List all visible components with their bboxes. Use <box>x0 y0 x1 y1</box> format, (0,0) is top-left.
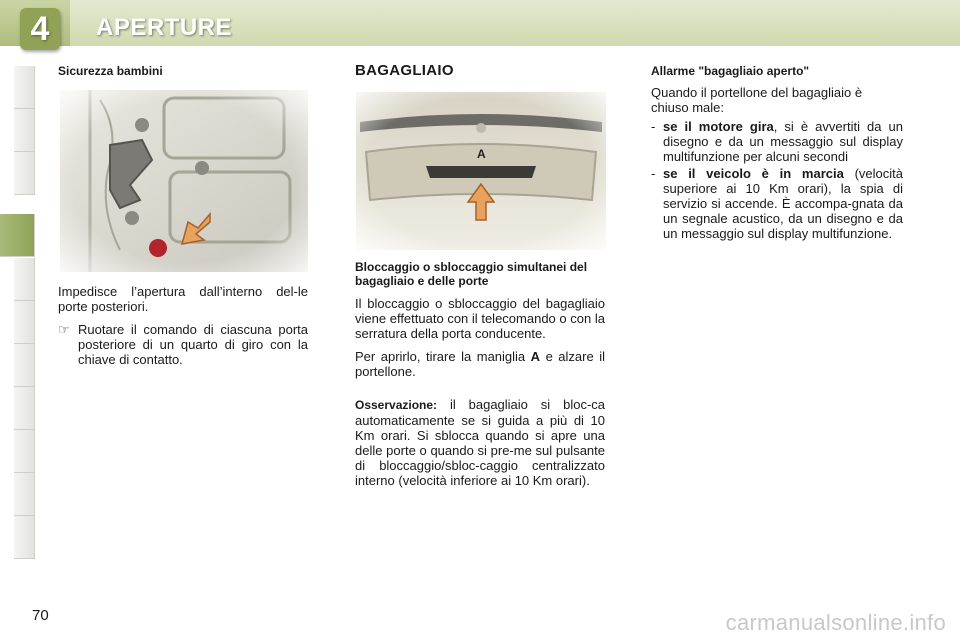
alarm-item-text <box>663 166 903 241</box>
note-text: il bagagliaio si bloc-ca automaticamente se si guida a più di 10 Km orari. Si sblocca quando si apre una delle porte o quando si pre-me sul pulsante di bloccaggio/sbloc-caggio centralizzato interno (velocità inferiore ai 10 Km orari). <box>355 397 605 488</box>
chapter-tab-2[interactable] <box>14 109 35 152</box>
opening-text-post: e alzare il portellone. <box>355 349 606 379</box>
alarm-item-bold: se il veicolo è in marcia <box>663 166 844 181</box>
right-column <box>651 64 903 241</box>
chapter-tab-4-active[interactable] <box>0 214 35 257</box>
chapter-tab-6[interactable] <box>14 301 35 344</box>
chapter-tabs <box>0 66 34 576</box>
trunk-handle-illustration <box>356 92 606 250</box>
alarm-item-bold: se il motore gira <box>663 119 774 134</box>
child-safety-bullet <box>58 322 308 367</box>
chapter-tab-9[interactable] <box>14 430 35 473</box>
alarm-item-rest: , si è avvertiti da un disegno e da un messaggio sul display multifunzione per alcuni secondi <box>663 119 903 164</box>
alarm-item-engine-running <box>651 119 903 164</box>
opening-text-handle-ref: A <box>530 349 541 364</box>
watermark: carmanualsonline.info <box>725 610 946 635</box>
chapter-tab-11[interactable] <box>14 516 35 559</box>
child-safety-heading: Sicurezza bambini <box>58 64 163 78</box>
chapter-tab-10[interactable] <box>14 473 35 516</box>
chapter-tab-8[interactable] <box>14 387 35 430</box>
alarm-item-text <box>663 119 903 164</box>
note-paragraph <box>355 397 605 488</box>
child-safety-bullet-text: Ruotare il comando di ciascuna porta posteriore di un quarto di giro con la chiave di contatto. <box>78 322 308 367</box>
note-label: Osservazione: <box>355 398 438 412</box>
chapter-title: APERTURE <box>96 14 233 41</box>
alarm-heading: Allarme "bagagliaio aperto" <box>651 64 810 78</box>
alarm-item-rest: (velocità superiore ai 10 Km orari), la spia di servizio si accende. È accompa-gnata da un segnale acustico, da un disegno e da un messaggio sul display multifunzione. <box>663 166 903 241</box>
locking-subheading: Bloccaggio o sbloccaggio simultanei del bagagliaio e delle porte <box>355 260 588 288</box>
middle-column-title <box>355 63 605 78</box>
chapter-tab-5[interactable] <box>14 258 35 301</box>
chapter-tab-1[interactable] <box>14 66 35 109</box>
dash-marker: - <box>651 119 656 134</box>
page-number: 70 <box>32 607 49 624</box>
child-safety-paragraph: Impedisce l’apertura dall’interno del-le porte posteriori. <box>58 284 308 314</box>
opening-text-pre: Per aprirlo, tirare la maniglia <box>355 349 531 364</box>
alarm-intro: Quando il portellone del bagagliaio è chiuso male: <box>651 85 863 115</box>
dash-marker: - <box>651 166 656 181</box>
chapter-tab-7[interactable] <box>14 344 35 387</box>
left-column-text <box>58 284 308 367</box>
left-column <box>58 64 308 79</box>
locking-paragraph: Il bloccaggio o sbloccaggio del bagagliaio viene effettuato con il telecomando o con la serratura della porta conducente. <box>355 296 605 341</box>
hand-pointer-icon: ☞ <box>58 322 70 337</box>
middle-column-text <box>355 260 605 496</box>
chapter-number-badge: 4 <box>20 8 60 50</box>
alarm-item-vehicle-moving <box>651 166 903 241</box>
chapter-tab-3[interactable] <box>14 152 35 195</box>
trunk-section-title: BAGAGLIAIO <box>355 62 454 79</box>
door-lock-illustration <box>60 90 308 272</box>
opening-paragraph <box>355 349 605 379</box>
